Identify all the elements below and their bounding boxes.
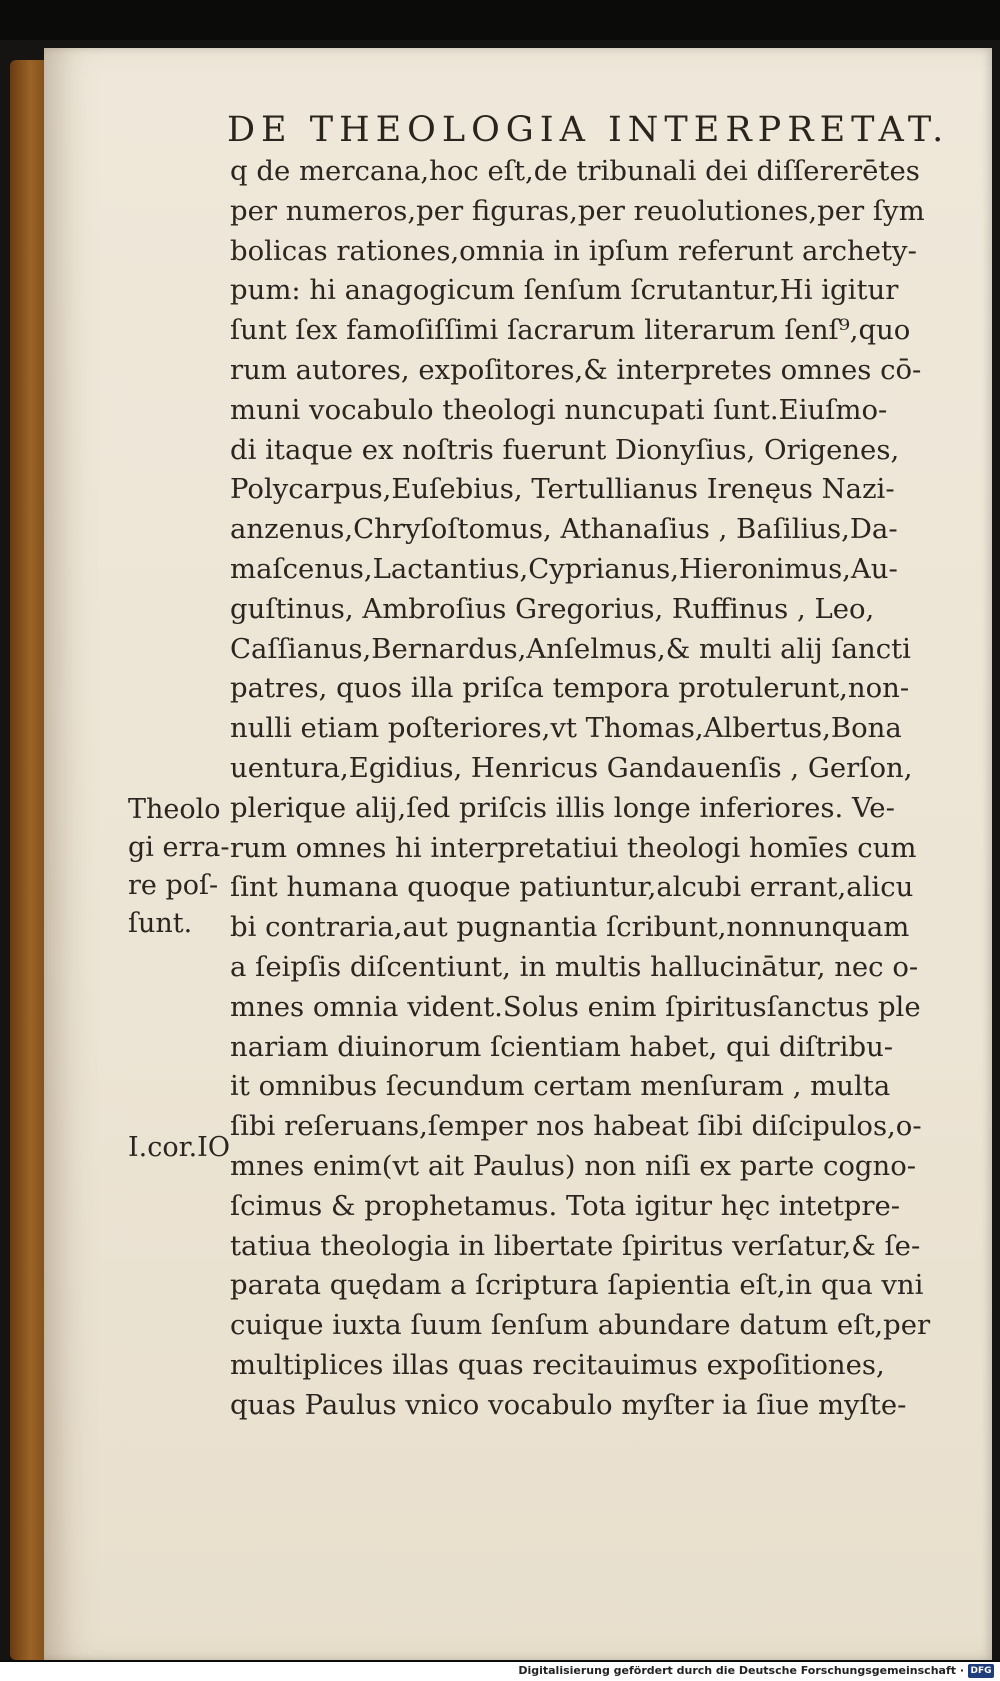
text-line: mnes enim(vt ait Paulus) non niſi ex parte cogno- <box>230 1149 917 1182</box>
text-line: bi contraria,aut pugnantia ſcribunt,nonnunquam <box>230 911 910 944</box>
text-line: guſtinus, Ambroſius Gregorius, Ruffinus , Leo, <box>230 592 875 625</box>
text-line: per numeros,per figuras,per reuolutiones,per ſym <box>230 194 925 227</box>
margin-note-line: re poſ- <box>128 870 219 901</box>
text-line: mnes omnia vident.Solus enim ſpiritusſanctus ple <box>230 990 921 1023</box>
text-line: tatiua theologia in libertate ſpiritus verſatur,& ſe- <box>230 1229 921 1262</box>
text-line: a ſeipſis diſcentiunt, in multis hallucinātur, nec o- <box>230 950 919 983</box>
text-line: rum omnes hi interpretatiui theologi homīes cum <box>230 831 917 864</box>
footer-text: Digitalisierung gefördert durch die Deutsche Forschungsgemeinschaft · <box>518 1664 964 1677</box>
margin-note-theologi <box>128 791 238 943</box>
text-line: nulli etiam poſteriores,vt Thomas,Albertus,Bona <box>230 712 902 745</box>
margin-note-line: ſunt. <box>128 908 193 939</box>
text-line: plerique alij,ſed priſcis illis longe inferiores. Ve- <box>230 791 895 824</box>
text-line: quas Paulus vnico vocabulo myſter ia ſiue myſte- <box>230 1388 907 1421</box>
running-head: DE THEOLOGIA INTERPRETAT. <box>227 110 950 150</box>
text-line: Caſſianus,Bernardus,Anſelmus,& multi alij ſancti <box>230 632 911 665</box>
text-line: anzenus,Chryſoſtomus, Athanaſius , Baſilius,Da- <box>230 513 898 546</box>
text-line: cuique iuxta ſuum ſenſum abundare datum eſt,per <box>230 1309 931 1342</box>
text-line: ſibi reſeruans,ſemper nos habeat ſibi diſcipulos,o- <box>230 1110 922 1143</box>
text-line: Polycarpus,Euſebius, Tertullianus Irenęus Nazi- <box>230 473 895 506</box>
text-line: maſcenus,Lactantius,Cyprianus,Hieronimus,Au- <box>230 552 898 585</box>
text-line: uentura,Egidius, Henricus Gandauenſis , Gerſon, <box>230 751 913 784</box>
text-line: di itaque ex noſtris fuerunt Dionyſius, Origenes, <box>230 433 900 466</box>
text-line: ſint humana quoque patiuntur,alcubi errant,alicu <box>230 871 914 904</box>
text-line: rum autores, expoſitores,& interpretes omnes cō- <box>230 353 922 386</box>
text-line: q de mercana,hoc eſt,de tribunali dei diſſererētes <box>230 155 920 187</box>
footer-bar <box>0 1662 1000 1681</box>
text-line: muni vocabulo theologi nuncupati ſunt.Eiuſmo- <box>230 393 888 426</box>
text-line: ſunt ſex famoſiſſimi ſacrarum literarum ſenſ⁹,quo <box>230 314 911 347</box>
margin-note-line: Theolo <box>128 794 221 825</box>
text-line: it omnibus ſecundum certam menſuram , multa <box>230 1070 891 1103</box>
text-line: pum: hi anagogicum ſenſum ſcrutantur,Hi igitur <box>230 274 899 307</box>
margin-note-line: gi erra- <box>128 832 230 863</box>
dfg-logo: DFG <box>968 1664 994 1678</box>
text-line: parata quędam a ſcriptura ſapientia eſt,in qua vni <box>230 1269 924 1302</box>
text-line: nariam diuinorum ſcientiam habet, qui diſtribu- <box>230 1030 894 1063</box>
text-line: ſcimus & prophetamus. Tota igitur hęc intetpre- <box>230 1189 901 1222</box>
text-line: bolicas rationes,omnia in ipſum referunt archety- <box>230 234 917 267</box>
margin-note-cor: I.cor.IO <box>128 1132 230 1163</box>
text-line: patres, quos illa priſca tempora protulerunt,non- <box>230 672 910 705</box>
body-text <box>230 152 940 1426</box>
text-line: multiplices illas quas recitauimus expoſitiones, <box>230 1348 885 1381</box>
